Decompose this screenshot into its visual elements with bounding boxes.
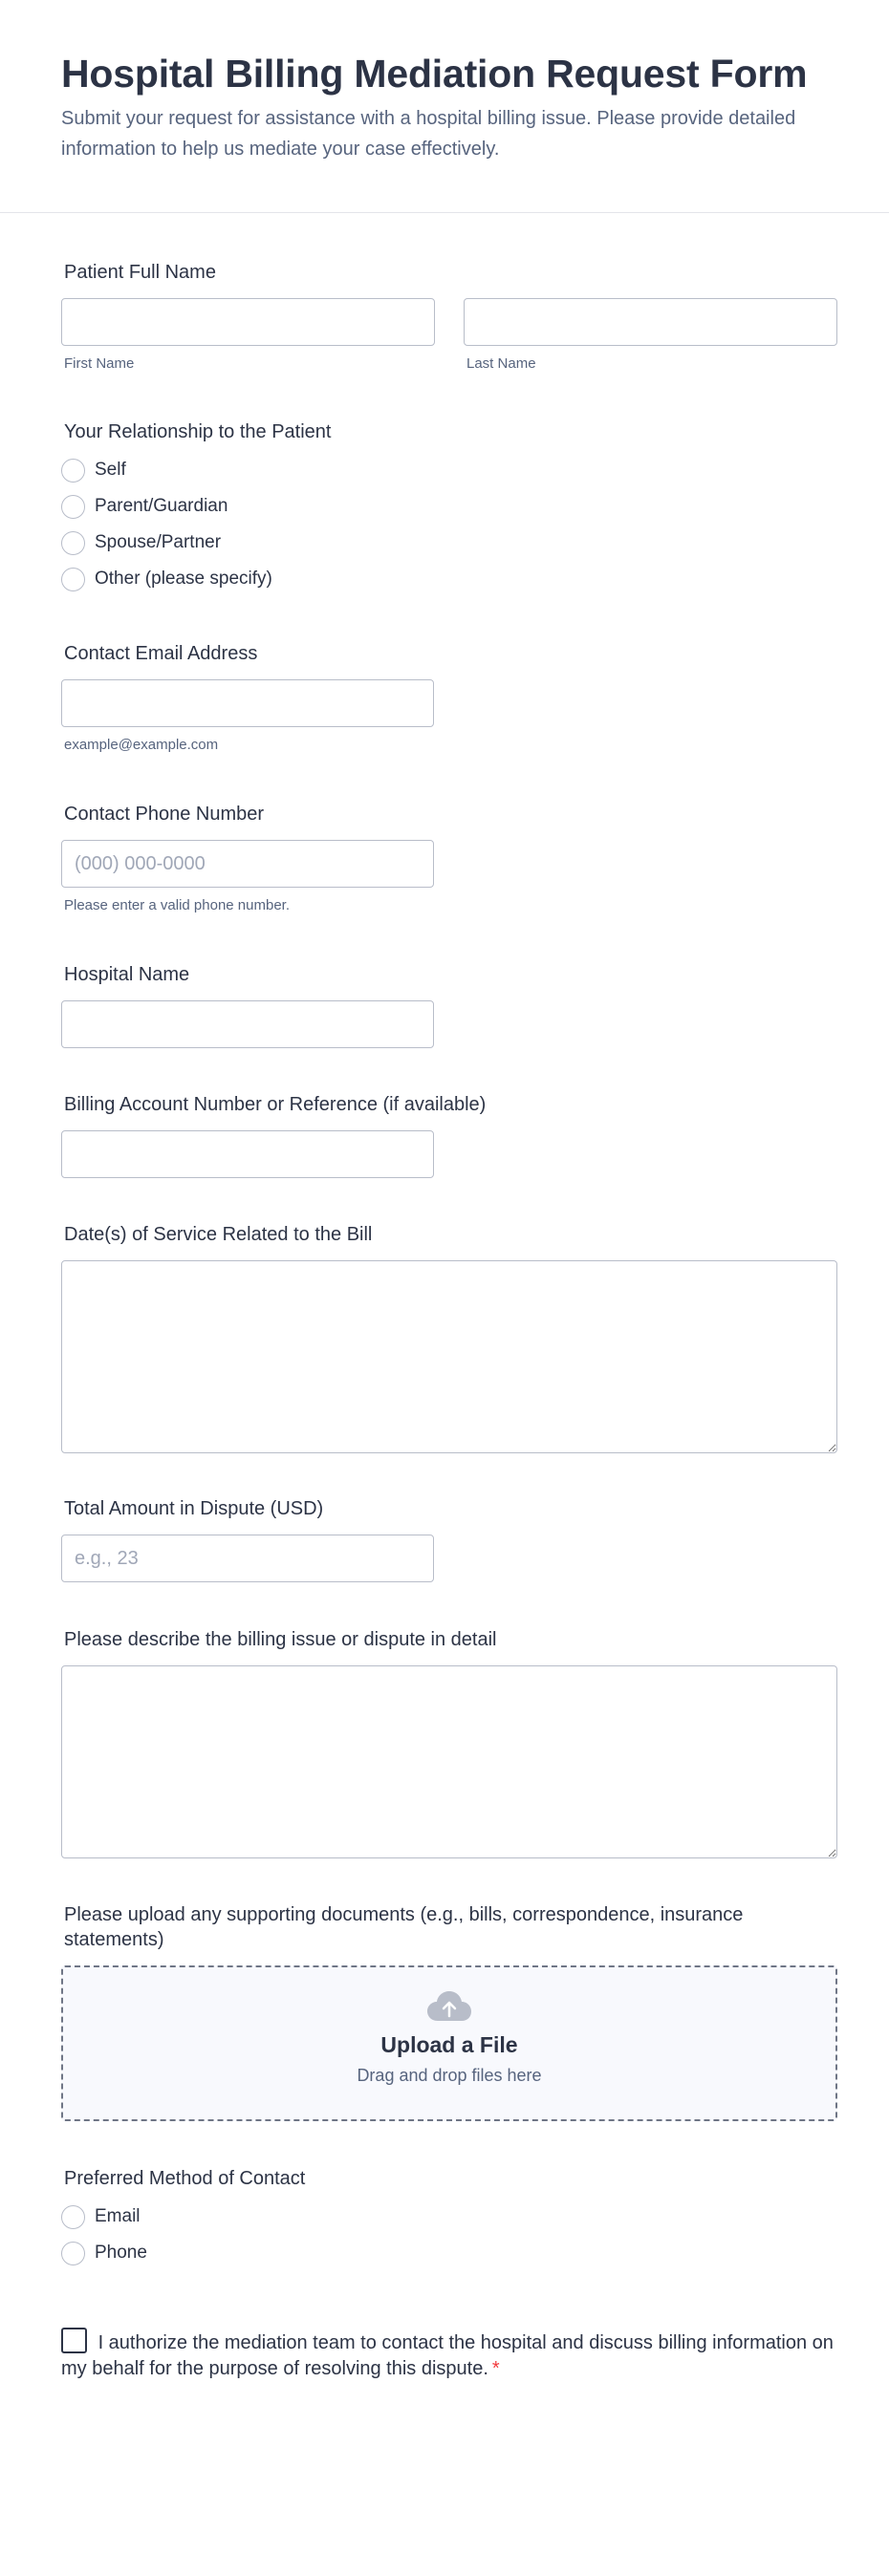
contact-method-label: Preferred Method of Contact xyxy=(64,2168,306,2189)
hospital-field xyxy=(61,962,434,1048)
radio-label: Other (please specify) xyxy=(95,569,272,589)
radio-button[interactable] xyxy=(61,568,85,591)
email-input[interactable] xyxy=(61,679,434,727)
account-input[interactable] xyxy=(61,1130,434,1178)
radio-label: Phone xyxy=(95,2243,147,2263)
phone-sublabel: Please enter a valid phone number. xyxy=(64,897,290,913)
contact-option-phone[interactable] xyxy=(61,2235,305,2271)
amount-input[interactable] xyxy=(61,1535,434,1582)
account-field xyxy=(61,1092,486,1178)
patient-name-field xyxy=(61,260,837,372)
first-name-input[interactable] xyxy=(61,298,435,346)
consent-text-block xyxy=(61,2328,837,2382)
description-textarea[interactable] xyxy=(61,1665,837,1858)
dates-field xyxy=(61,1222,837,1453)
contact-method-field xyxy=(61,2166,305,2271)
patient-name-label: Patient Full Name xyxy=(64,262,216,283)
hospital-input[interactable] xyxy=(61,1000,434,1048)
amount-field xyxy=(61,1496,434,1582)
cloud-upload-icon xyxy=(424,1988,474,2027)
radio-button[interactable] xyxy=(61,2242,85,2265)
description-label: Please describe the billing issue or dispute in detail xyxy=(64,1629,497,1650)
email-label: Contact Email Address xyxy=(64,643,258,664)
upload-field xyxy=(61,1902,840,2121)
radio-label: Parent/Guardian xyxy=(95,496,228,516)
phone-input[interactable] xyxy=(61,840,434,888)
description-field xyxy=(61,1627,837,1858)
relationship-label: Your Relationship to the Patient xyxy=(64,421,332,442)
account-label: Billing Account Number or Reference (if available) xyxy=(64,1094,487,1115)
contact-option-email[interactable] xyxy=(61,2199,305,2235)
email-sublabel: example@example.com xyxy=(64,737,219,753)
relationship-option-parent[interactable] xyxy=(61,488,331,525)
dates-textarea[interactable] xyxy=(61,1260,837,1453)
last-name-input[interactable] xyxy=(464,298,837,346)
radio-button[interactable] xyxy=(61,531,85,555)
hospital-label: Hospital Name xyxy=(64,964,190,985)
consent-field xyxy=(61,2328,837,2382)
phone-label: Contact Phone Number xyxy=(64,804,265,825)
radio-label: Self xyxy=(95,460,126,480)
form-header xyxy=(0,0,889,213)
phone-field xyxy=(61,802,434,913)
required-mark: * xyxy=(491,2358,500,2379)
relationship-option-spouse[interactable] xyxy=(61,525,331,561)
radio-button[interactable] xyxy=(61,495,85,519)
upload-title: Upload a File xyxy=(380,2032,518,2057)
first-name-sublabel: First Name xyxy=(64,355,135,372)
dates-label: Date(s) of Service Related to the Bill xyxy=(64,1224,373,1245)
form-title: Hospital Billing Mediation Request Form xyxy=(61,52,808,96)
upload-dropzone[interactable] xyxy=(61,1965,837,2121)
relationship-field xyxy=(61,419,331,597)
relationship-option-self[interactable] xyxy=(61,452,331,488)
consent-text: I authorize the mediation team to contact the hospital and discuss billing information on my behalf for the purpose of resolving this dispute. xyxy=(61,2332,834,2379)
upload-label: Please upload any supporting documents (e.g., bills, correspondence, insurance statements) xyxy=(64,1904,744,1950)
email-field xyxy=(61,641,434,753)
radio-label: Email xyxy=(95,2206,141,2226)
radio-label: Spouse/Partner xyxy=(95,532,222,552)
upload-subtitle: Drag and drop files here xyxy=(357,2066,542,2085)
radio-button[interactable] xyxy=(61,2205,85,2229)
last-name-sublabel: Last Name xyxy=(466,355,536,372)
amount-label: Total Amount in Dispute (USD) xyxy=(64,1498,324,1519)
form-description: Submit your request for assistance with a hospital billing issue. Please provide detailed information to help us mediate your case effectively. xyxy=(61,108,796,160)
consent-checkbox[interactable] xyxy=(61,2328,87,2353)
relationship-option-other[interactable] xyxy=(61,561,331,597)
radio-button[interactable] xyxy=(61,459,85,483)
